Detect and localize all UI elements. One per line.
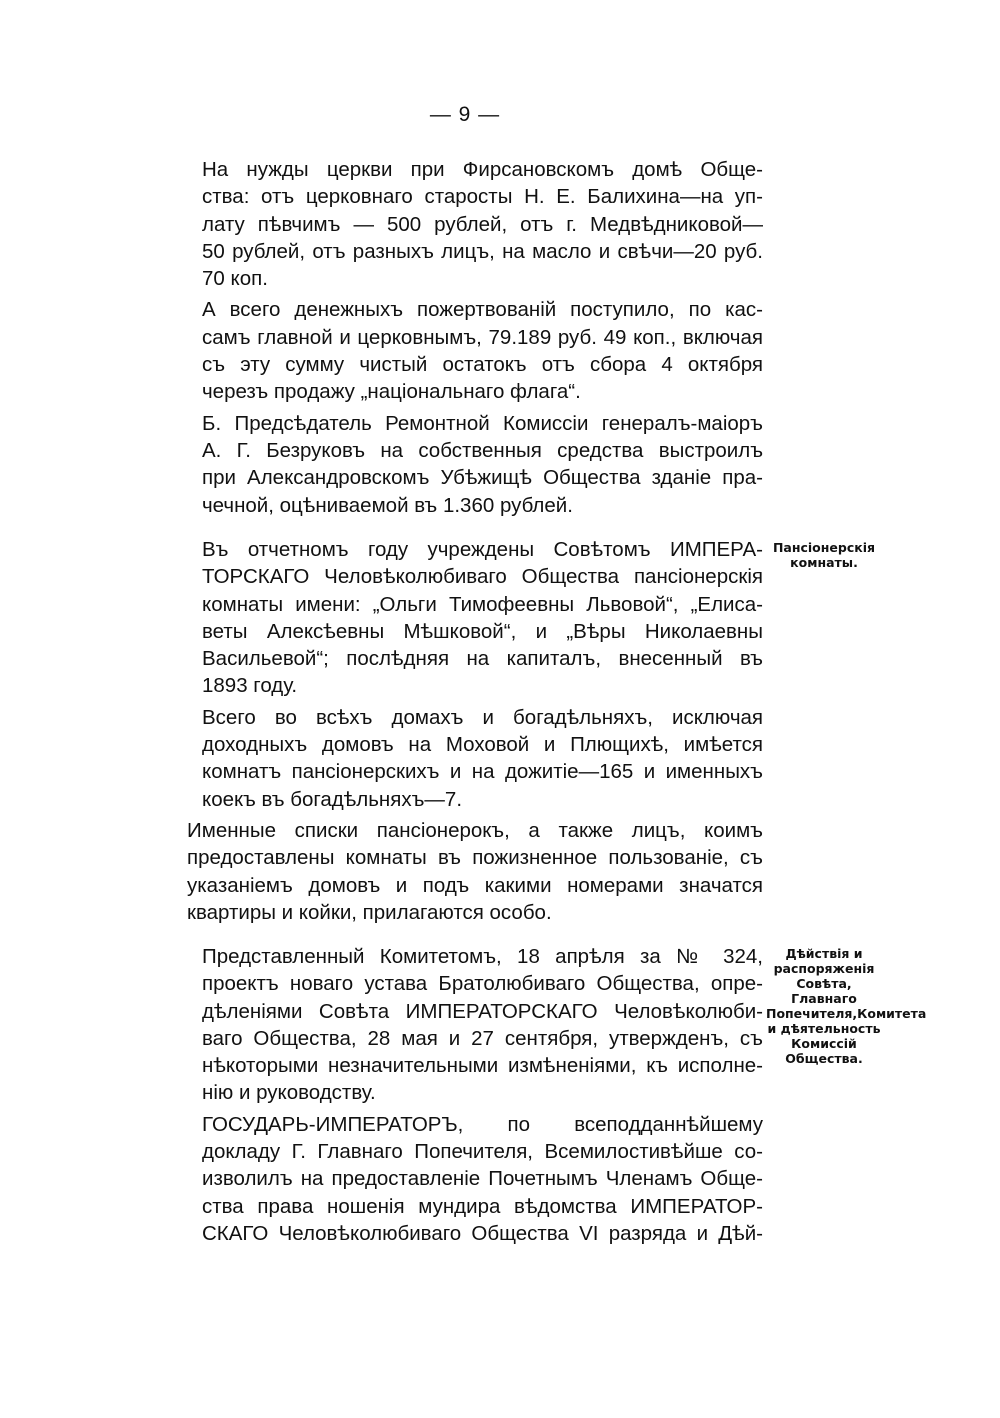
text-line: доходныхъ домовъ на Моховой и Плющихѣ, имѣется bbox=[202, 733, 763, 757]
paragraph-charter-project bbox=[165, 943, 763, 1107]
text-line: докладу Г. Главнаго Попечителя, Всемилостивѣйше со- bbox=[202, 1140, 763, 1164]
text-line: 70 коп. bbox=[202, 267, 268, 291]
text-line: Васильевой“; послѣдняя на капиталъ, внесенный въ bbox=[202, 647, 763, 671]
text-line: ства: отъ церковнаго старосты Н. Е. Балихина—на уп- bbox=[202, 185, 763, 209]
text-line: черезъ продажу „національнаго флага“. bbox=[202, 380, 581, 404]
paragraph-total-donations bbox=[165, 296, 763, 405]
text-line: Б. Предсѣдатель Ремонтной Комиссіи генералъ-маіоръ bbox=[202, 411, 763, 435]
text-line: ГОСУДАРЬ-ИМПЕРАТОРЪ, по всеподданнѣйшему bbox=[202, 1112, 763, 1136]
text-line: Именные списки пансіонерокъ, а также лицъ, коимъ bbox=[187, 818, 763, 842]
text-line: указаніемъ домовъ и подъ какими номерами значатся bbox=[187, 873, 763, 897]
text-line: изволилъ на предоставленіе Почетнымъ Членамъ Обще- bbox=[202, 1167, 763, 1191]
text-line: ваго Общества, 28 мая и 27 сентября, утвержденъ, съ bbox=[202, 1026, 763, 1050]
paragraph-rooms-count bbox=[165, 704, 763, 813]
paragraph-laundry-building bbox=[165, 410, 763, 519]
text-line: съ эту сумму чистый остатокъ отъ сбора 4 октября bbox=[202, 353, 763, 377]
text-line: ства права ношенія мундира вѣдомства ИМПЕРАТОР- bbox=[202, 1194, 763, 1218]
text-line: самъ главной и церковнымъ, 79.189 руб. 49 коп., включая bbox=[202, 325, 763, 349]
text-line: На нужды церкви при Фирсановскомъ домѣ Обще- bbox=[202, 158, 763, 181]
text-line: лату пѣвчимъ — 500 рублей, отъ г. Медвѣдниковой— bbox=[202, 212, 763, 236]
text-line: нѣкоторыми незначительными измѣненіями, къ исполне- bbox=[202, 1054, 763, 1078]
text-block-donations bbox=[165, 156, 763, 523]
text-line: 50 рублей, отъ разныхъ лицъ, на масло и свѣчи—20 руб. bbox=[202, 239, 763, 263]
margin-note-council-actions: Дѣйствія и распоряженія Совѣта, Главнаго Попечителя,Комитета и дѣятельность Комиссій Общества. bbox=[766, 946, 927, 1066]
text-line: нію и руководству. bbox=[202, 1081, 376, 1105]
text-line: квартиры и койки, прилагаются особо. bbox=[187, 900, 552, 924]
text-line: чечной, оцѣниваемой въ 1.360 рублей. bbox=[202, 493, 573, 517]
text-line: СКАГО Человѣколюбиваго Общества VI разряда и Дѣй- bbox=[202, 1221, 763, 1245]
text-line: комнатъ пансіонерскихъ и на дожитіе—165 и именныхъ bbox=[202, 760, 763, 784]
paragraph-rooms-established bbox=[165, 536, 763, 700]
paragraph-name-lists bbox=[165, 817, 763, 926]
text-line: веты Алексѣевны Мѣшковой“, и „Вѣры Николаевны bbox=[202, 619, 763, 643]
text-line: коекъ въ богадѣльняхъ—7. bbox=[202, 787, 463, 811]
text-block-council-actions bbox=[165, 943, 763, 1251]
text-line: комнаты имени: „Ольги Тимофеевны Львовой“, „Елиса- bbox=[202, 592, 763, 616]
text-line: А всего денежныхъ пожертвованій поступило, по кас- bbox=[202, 298, 763, 322]
text-line: Представленный Комитетомъ, 18 апрѣля за № 324, bbox=[202, 945, 763, 968]
text-line: Всего во всѣхъ домахъ и богадѣльняхъ, исключая bbox=[202, 705, 763, 729]
margin-note-pension-rooms: Пансіонерскія комнаты. bbox=[772, 540, 876, 570]
text-line: проектъ новаго устава Братолюбиваго Общества, опре- bbox=[202, 972, 763, 996]
text-line: дѣленіями Совѣта ИМПЕРАТОРСКАГО Человѣколюби- bbox=[202, 999, 763, 1023]
text-line: предоставлены комнаты въ пожизненное пользованіе, съ bbox=[187, 846, 763, 870]
paragraph-uniform-right bbox=[165, 1111, 763, 1247]
text-line: Въ отчетномъ году учреждены Совѣтомъ ИМПЕРА- bbox=[202, 538, 763, 561]
text-line: при Александровскомъ Убѣжищѣ Общества зданіе пра- bbox=[202, 466, 763, 490]
text-line: ТОРСКАГО Человѣколюбиваго Общества пансіонерскія bbox=[202, 565, 763, 589]
page-number: — 9 — bbox=[429, 103, 501, 126]
text-block-pension-rooms bbox=[165, 536, 763, 930]
text-line: А. Г. Безруковъ на собственныя средства выстроилъ bbox=[202, 438, 763, 462]
paragraph-church-needs bbox=[165, 156, 763, 292]
text-line: 1893 году. bbox=[202, 674, 298, 698]
